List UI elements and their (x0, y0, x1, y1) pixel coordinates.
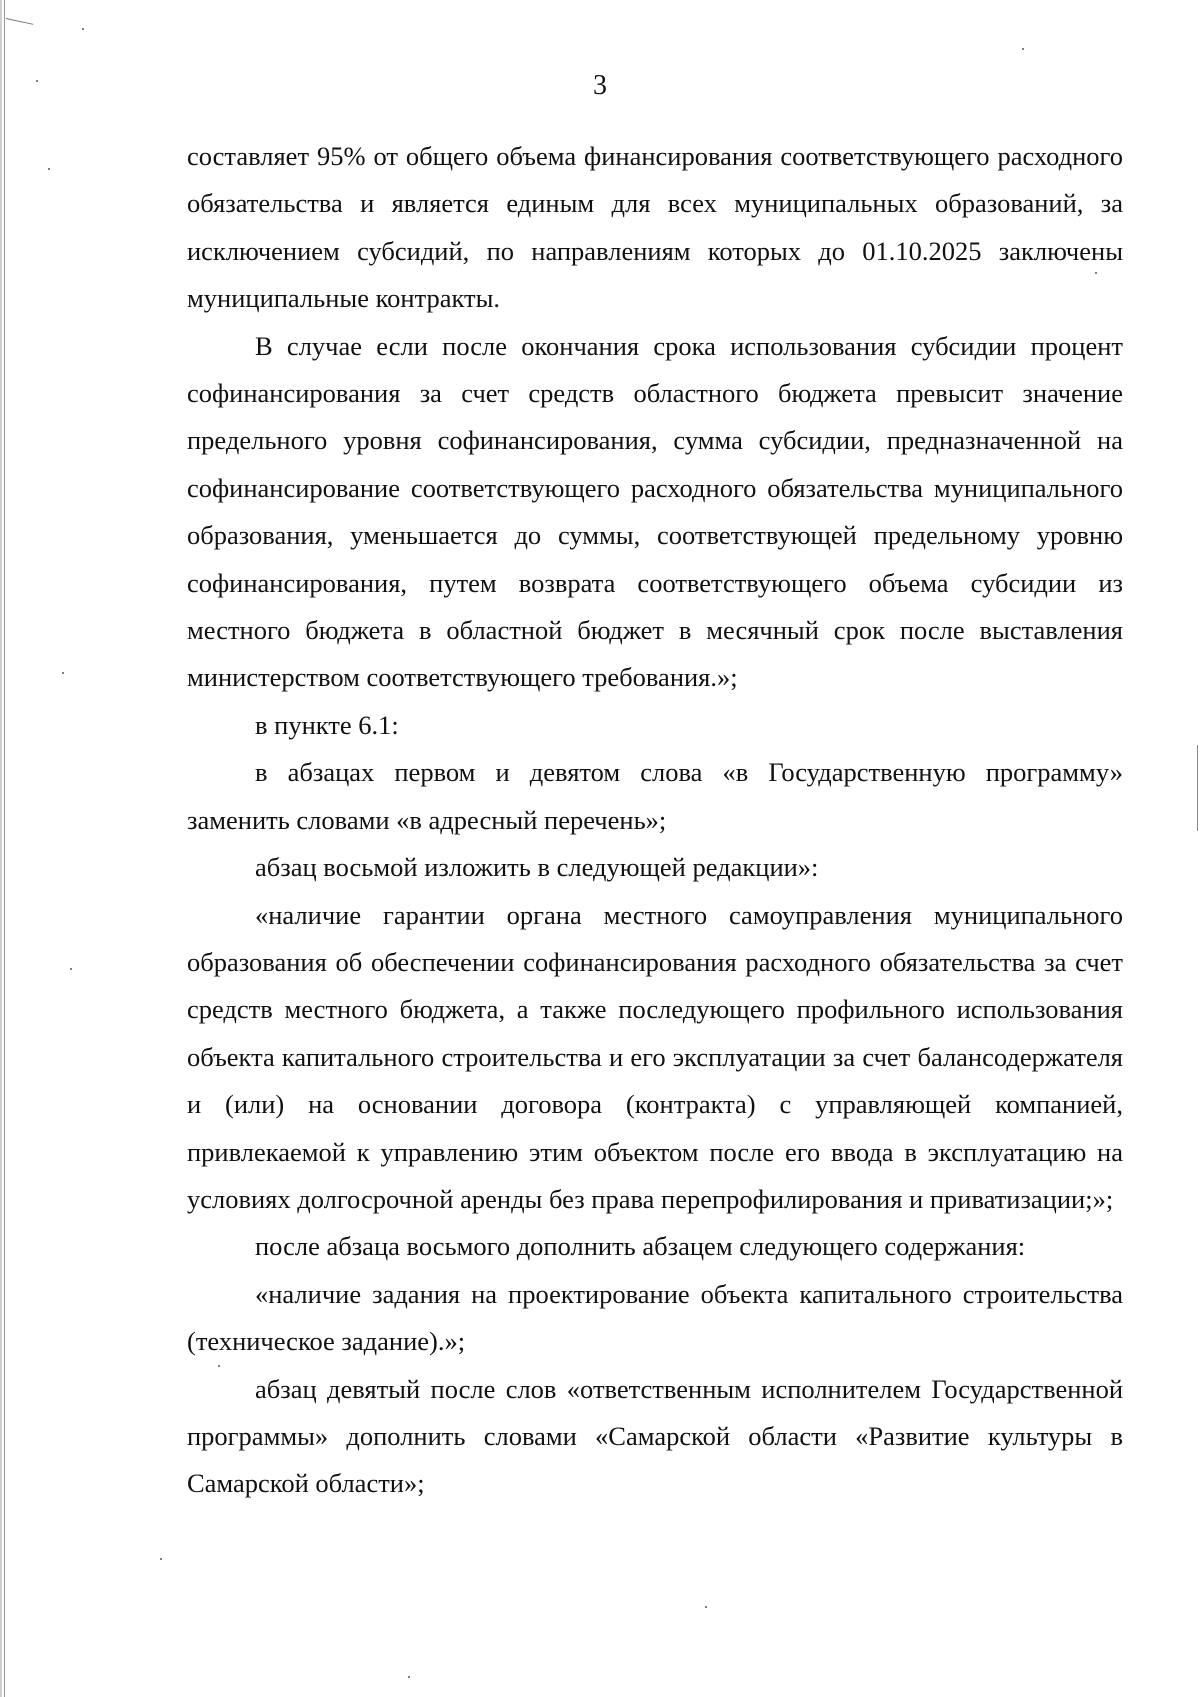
scan-speck (1022, 48, 1024, 50)
paragraph: «наличие гарантии органа местного самоуправления муниципального образования об обеспечении софинансирования расходного обязательства за счет средств местного бюджета, а также последующего профильного использования объекта капитального строительства и его эксплуатации за счет балансодержателя и (или) на основании договора (контракта) с управляющей компанией, привлекаемой к управлению этим объектом после его ввода в эксплуатацию на условиях долгосрочной аренды без права перепрофилирования и приватизации;»; (187, 899, 1123, 1214)
paragraph: абзац восьмой изложить в следующей редакции»: (255, 852, 819, 883)
paragraph: В случае если после окончания срока использования субсидии процент софинансирования за счет средств областного бюджета превысит значение предельного уровня софинансирования, сумма субсидии, предназначенной на софинансирование соответствующего расходного обязательства муниципального образования, уменьшается до суммы, соответствующей предельному уровню софинансирования, путем возврата соответствующего объема субсидии из местного бюджета в областной бюджет в месячный срок после выставления министерством соответствующего требования.»; (187, 330, 1123, 693)
scan-right-mark (1197, 745, 1198, 831)
scan-speck (705, 1606, 707, 1608)
scan-edge-line (4, 0, 5, 1697)
scan-corner-mark (4, 18, 34, 35)
scan-speck (408, 1676, 410, 1678)
scan-speck (82, 28, 84, 30)
document-body (187, 133, 1123, 1508)
scan-speck (70, 968, 72, 970)
paragraph: абзац девятый после слов «ответственным исполнителем Государственной программы» дополнить словами «Самарской области «Развитие культуры в Самарской области»; (187, 1373, 1123, 1499)
paragraph: в пункте 6.1: (255, 709, 399, 740)
scan-speck (62, 672, 64, 674)
page-number: 3 (593, 70, 607, 101)
scan-edge (0, 0, 2, 1697)
paragraph: «наличие задания на проектирование объекта капитального строительства (техническое задание).»; (187, 1278, 1123, 1357)
paragraph: в абзацах первом и девятом слова «в Государственную программу» заменить словами «в адресный перечень»; (187, 757, 1123, 835)
paragraph: после абзаца восьмого дополнить абзацем следующего содержания: (255, 1231, 1026, 1262)
paragraph: составляет 95% от общего объема финансирования соответствующего расходного обязательства и является единым для всех муниципальных образований, за исключением субсидий, по направлениям которых до 01.10.2025 заключены муниципальные контракты. (187, 141, 1123, 314)
scan-speck (48, 168, 50, 170)
scan-speck (160, 1558, 162, 1560)
